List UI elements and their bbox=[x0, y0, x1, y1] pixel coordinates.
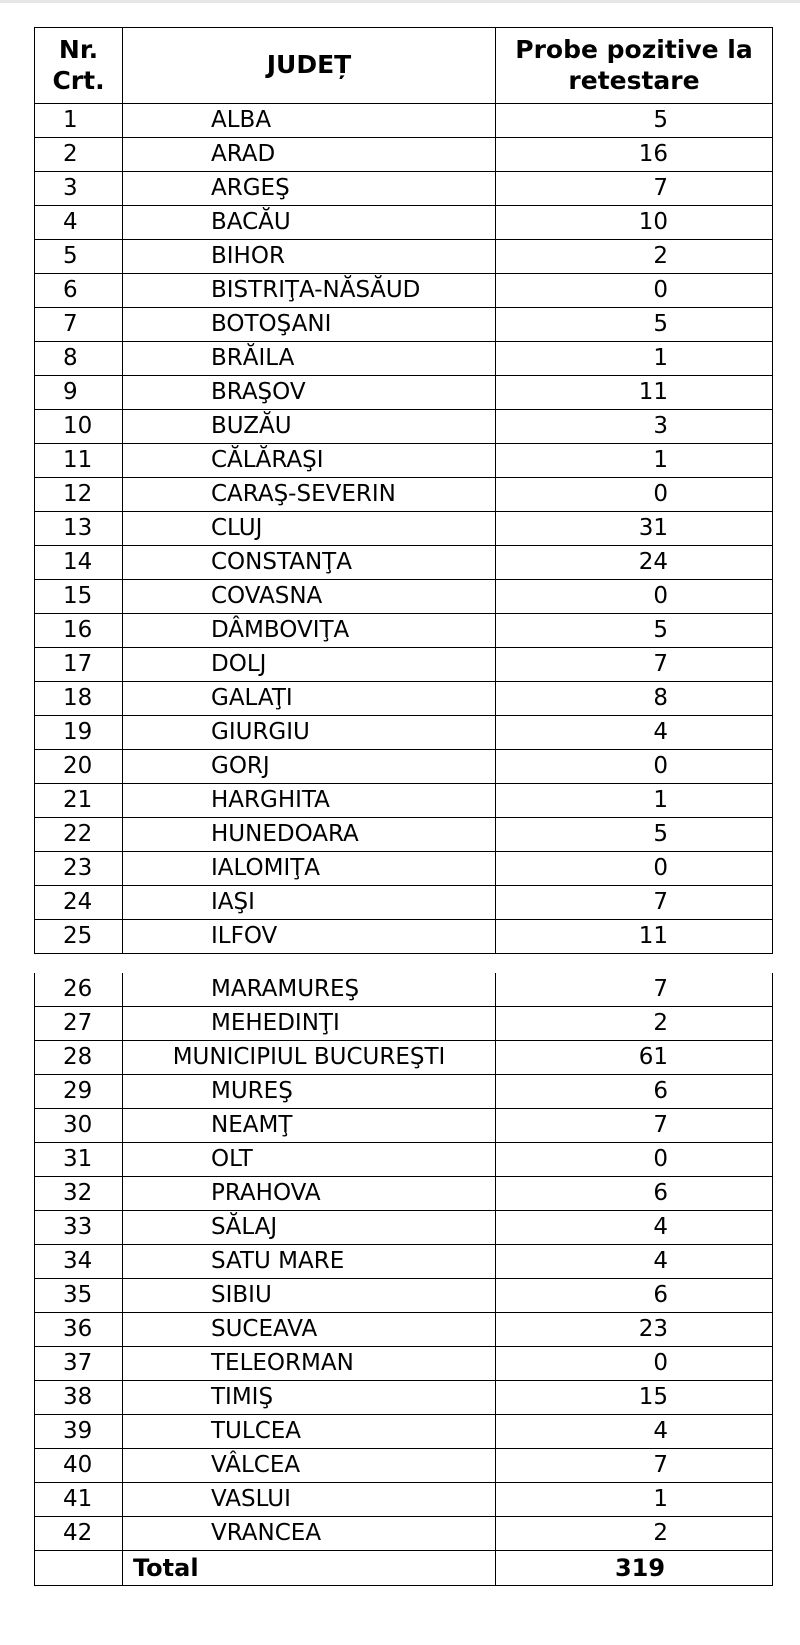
table-row bbox=[35, 818, 773, 852]
table-row bbox=[35, 648, 773, 682]
cell-judet: IALOMIŢA bbox=[123, 852, 496, 886]
cell-judet: TELEORMAN bbox=[123, 1347, 496, 1381]
table-row bbox=[35, 376, 773, 410]
table-row bbox=[35, 973, 773, 1007]
table-row bbox=[35, 308, 773, 342]
cell-value: 0 bbox=[496, 478, 773, 512]
cell-judet: SIBIU bbox=[123, 1279, 496, 1313]
cell-judet: NEAMŢ bbox=[123, 1109, 496, 1143]
table-row bbox=[35, 1483, 773, 1517]
cell-value: 1 bbox=[496, 784, 773, 818]
cell-value: 4 bbox=[496, 1211, 773, 1245]
cell-nr: 15 bbox=[35, 580, 123, 614]
table-row bbox=[35, 444, 773, 478]
cell-nr: 3 bbox=[35, 172, 123, 206]
cell-judet: ILFOV bbox=[123, 920, 496, 954]
table-row bbox=[35, 750, 773, 784]
cell-nr: 8 bbox=[35, 342, 123, 376]
table-body-part-2 bbox=[35, 973, 773, 1551]
cell-judet: ALBA bbox=[123, 104, 496, 138]
cell-nr: 18 bbox=[35, 682, 123, 716]
cell-judet: CĂLĂRAŞI bbox=[123, 444, 496, 478]
table-row bbox=[35, 1449, 773, 1483]
cell-judet: IAŞI bbox=[123, 886, 496, 920]
cell-judet: COVASNA bbox=[123, 580, 496, 614]
header-judet-label: JUDEȚ bbox=[266, 50, 352, 80]
table-row bbox=[35, 716, 773, 750]
cell-value: 5 bbox=[496, 614, 773, 648]
cell-nr: 41 bbox=[35, 1483, 123, 1517]
cell-value: 7 bbox=[496, 648, 773, 682]
cell-nr: 13 bbox=[35, 512, 123, 546]
cell-value: 11 bbox=[496, 920, 773, 954]
cell-judet: VÂLCEA bbox=[123, 1449, 496, 1483]
cell-judet: ARGEŞ bbox=[123, 172, 496, 206]
cell-value: 31 bbox=[496, 512, 773, 546]
table-row bbox=[35, 1109, 773, 1143]
cell-value: 7 bbox=[496, 1109, 773, 1143]
cell-judet: GIURGIU bbox=[123, 716, 496, 750]
table-row bbox=[35, 784, 773, 818]
table-row bbox=[35, 1177, 773, 1211]
cell-value: 4 bbox=[496, 716, 773, 750]
cell-judet: ARAD bbox=[123, 138, 496, 172]
table-row bbox=[35, 1211, 773, 1245]
cell-nr: 29 bbox=[35, 1075, 123, 1109]
cell-value: 7 bbox=[496, 886, 773, 920]
cell-judet: BISTRIŢA-NĂSĂUD bbox=[123, 274, 496, 308]
cell-nr: 35 bbox=[35, 1279, 123, 1313]
cell-nr: 36 bbox=[35, 1313, 123, 1347]
table-row bbox=[35, 614, 773, 648]
cell-nr: 12 bbox=[35, 478, 123, 512]
header-nr-crt bbox=[35, 28, 123, 104]
cell-value: 24 bbox=[496, 546, 773, 580]
table-row bbox=[35, 274, 773, 308]
cell-nr: 31 bbox=[35, 1143, 123, 1177]
table-row bbox=[35, 240, 773, 274]
header-probe-pozitive bbox=[496, 28, 773, 104]
cell-nr: 39 bbox=[35, 1415, 123, 1449]
cell-value: 61 bbox=[496, 1041, 773, 1075]
cell-judet: BUZĂU bbox=[123, 410, 496, 444]
total-row bbox=[35, 1551, 773, 1586]
table-row bbox=[35, 1313, 773, 1347]
cell-judet: BRĂILA bbox=[123, 342, 496, 376]
cell-value: 1 bbox=[496, 342, 773, 376]
table-row bbox=[35, 546, 773, 580]
table-row bbox=[35, 1041, 773, 1075]
cell-judet: PRAHOVA bbox=[123, 1177, 496, 1211]
table-row bbox=[35, 206, 773, 240]
cell-value: 7 bbox=[496, 973, 773, 1007]
cell-nr: 7 bbox=[35, 308, 123, 342]
cell-judet: CLUJ bbox=[123, 512, 496, 546]
table-row bbox=[35, 852, 773, 886]
table-row bbox=[35, 682, 773, 716]
cell-judet: SATU MARE bbox=[123, 1245, 496, 1279]
cell-nr: 22 bbox=[35, 818, 123, 852]
cell-value: 8 bbox=[496, 682, 773, 716]
cell-judet: MARAMUREŞ bbox=[123, 973, 496, 1007]
table-row bbox=[35, 138, 773, 172]
table-row bbox=[35, 1415, 773, 1449]
table-row bbox=[35, 478, 773, 512]
cell-judet: SUCEAVA bbox=[123, 1313, 496, 1347]
table-header-row bbox=[35, 28, 773, 104]
cell-nr: 26 bbox=[35, 973, 123, 1007]
cell-value: 0 bbox=[496, 274, 773, 308]
cell-judet: TIMIŞ bbox=[123, 1381, 496, 1415]
table-row bbox=[35, 342, 773, 376]
table-row bbox=[35, 920, 773, 954]
cell-judet: VRANCEA bbox=[123, 1517, 496, 1551]
cell-nr: 6 bbox=[35, 274, 123, 308]
cell-value: 1 bbox=[496, 444, 773, 478]
cell-judet: DÂMBOVIŢA bbox=[123, 614, 496, 648]
cell-value: 7 bbox=[496, 172, 773, 206]
cell-value: 4 bbox=[496, 1415, 773, 1449]
cell-value: 2 bbox=[496, 240, 773, 274]
header-probe-label: Probe pozitive la retestare bbox=[515, 35, 753, 95]
table-row bbox=[35, 1245, 773, 1279]
cell-value: 23 bbox=[496, 1313, 773, 1347]
cell-nr: 40 bbox=[35, 1449, 123, 1483]
cell-judet: HARGHITA bbox=[123, 784, 496, 818]
table-row bbox=[35, 172, 773, 206]
cell-value: 5 bbox=[496, 308, 773, 342]
cell-value: 0 bbox=[496, 1347, 773, 1381]
cell-value: 7 bbox=[496, 1449, 773, 1483]
table-row bbox=[35, 104, 773, 138]
cell-nr: 37 bbox=[35, 1347, 123, 1381]
cell-value: 0 bbox=[496, 750, 773, 784]
cell-nr: 28 bbox=[35, 1041, 123, 1075]
table-body-part-1 bbox=[35, 104, 773, 954]
cell-nr: 24 bbox=[35, 886, 123, 920]
cell-nr: 19 bbox=[35, 716, 123, 750]
table-row bbox=[35, 886, 773, 920]
cell-nr: 9 bbox=[35, 376, 123, 410]
cell-judet: VASLUI bbox=[123, 1483, 496, 1517]
header-nr-crt-label: Nr. Crt. bbox=[52, 35, 105, 95]
cell-judet: TULCEA bbox=[123, 1415, 496, 1449]
cell-value: 1 bbox=[496, 1483, 773, 1517]
cell-nr: 2 bbox=[35, 138, 123, 172]
table-row bbox=[35, 580, 773, 614]
total-label: Total bbox=[123, 1551, 496, 1586]
cell-nr: 20 bbox=[35, 750, 123, 784]
cell-value: 10 bbox=[496, 206, 773, 240]
cell-judet: BIHOR bbox=[123, 240, 496, 274]
total-value: 319 bbox=[496, 1551, 773, 1586]
cell-judet: GORJ bbox=[123, 750, 496, 784]
table-row bbox=[35, 512, 773, 546]
table-row bbox=[35, 1381, 773, 1415]
cell-value: 16 bbox=[496, 138, 773, 172]
table-row bbox=[35, 1007, 773, 1041]
cell-value: 6 bbox=[496, 1177, 773, 1211]
cell-nr: 10 bbox=[35, 410, 123, 444]
table-row bbox=[35, 1143, 773, 1177]
table-row bbox=[35, 1347, 773, 1381]
cell-nr: 34 bbox=[35, 1245, 123, 1279]
cell-nr: 21 bbox=[35, 784, 123, 818]
cell-judet: BRAŞOV bbox=[123, 376, 496, 410]
cell-judet: CARAŞ-SEVERIN bbox=[123, 478, 496, 512]
cell-judet: BACĂU bbox=[123, 206, 496, 240]
cell-nr: 16 bbox=[35, 614, 123, 648]
cell-judet: HUNEDOARA bbox=[123, 818, 496, 852]
cell-value: 5 bbox=[496, 104, 773, 138]
cell-value: 0 bbox=[496, 852, 773, 886]
cell-value: 2 bbox=[496, 1007, 773, 1041]
cell-judet: MEHEDINŢI bbox=[123, 1007, 496, 1041]
cell-value: 4 bbox=[496, 1245, 773, 1279]
counties-table-part-1 bbox=[34, 27, 773, 954]
total-empty-cell bbox=[35, 1551, 123, 1586]
cell-nr: 5 bbox=[35, 240, 123, 274]
cell-judet: CONSTANŢA bbox=[123, 546, 496, 580]
cell-judet: OLT bbox=[123, 1143, 496, 1177]
cell-value: 0 bbox=[496, 580, 773, 614]
cell-judet: MUNICIPIUL BUCUREŞTI bbox=[123, 1041, 496, 1075]
cell-judet: GALAŢI bbox=[123, 682, 496, 716]
cell-value: 5 bbox=[496, 818, 773, 852]
cell-value: 15 bbox=[496, 1381, 773, 1415]
cell-nr: 11 bbox=[35, 444, 123, 478]
cell-nr: 14 bbox=[35, 546, 123, 580]
top-divider bbox=[0, 0, 800, 3]
cell-judet: DOLJ bbox=[123, 648, 496, 682]
cell-judet: SĂLAJ bbox=[123, 1211, 496, 1245]
cell-nr: 30 bbox=[35, 1109, 123, 1143]
cell-nr: 38 bbox=[35, 1381, 123, 1415]
cell-nr: 27 bbox=[35, 1007, 123, 1041]
cell-judet: BOTOŞANI bbox=[123, 308, 496, 342]
cell-value: 11 bbox=[496, 376, 773, 410]
table-row bbox=[35, 1075, 773, 1109]
cell-nr: 42 bbox=[35, 1517, 123, 1551]
cell-nr: 23 bbox=[35, 852, 123, 886]
table-row bbox=[35, 1517, 773, 1551]
cell-nr: 1 bbox=[35, 104, 123, 138]
cell-judet: MUREŞ bbox=[123, 1075, 496, 1109]
cell-value: 6 bbox=[496, 1075, 773, 1109]
header-judet bbox=[123, 28, 496, 104]
cell-nr: 33 bbox=[35, 1211, 123, 1245]
cell-nr: 25 bbox=[35, 920, 123, 954]
cell-nr: 17 bbox=[35, 648, 123, 682]
table-row bbox=[35, 410, 773, 444]
cell-nr: 32 bbox=[35, 1177, 123, 1211]
cell-value: 3 bbox=[496, 410, 773, 444]
cell-value: 2 bbox=[496, 1517, 773, 1551]
counties-table-part-2 bbox=[34, 973, 773, 1586]
cell-nr: 4 bbox=[35, 206, 123, 240]
cell-value: 6 bbox=[496, 1279, 773, 1313]
cell-value: 0 bbox=[496, 1143, 773, 1177]
table-row bbox=[35, 1279, 773, 1313]
